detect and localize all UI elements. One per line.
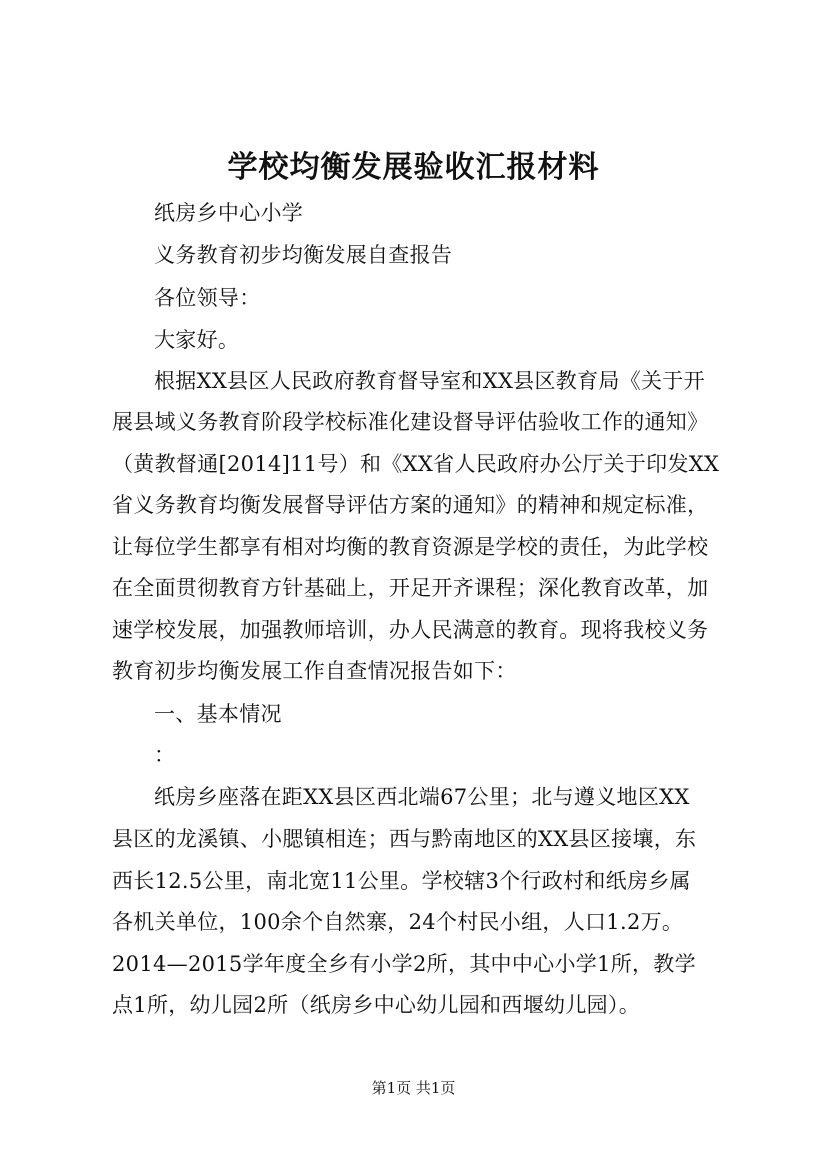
salutation-line: 各位领导：	[154, 286, 261, 310]
report-subtitle-line: 义务教育初步均衡发展自查报告	[154, 243, 453, 267]
greeting-line: 大家好。	[154, 328, 240, 352]
paragraph-line: 2014—2015学年度全乡有小学2所，其中中心小学1所，教学	[112, 952, 696, 976]
page-number-footer: 第1页 共1页	[371, 1079, 456, 1097]
paragraph-line: 让每位学生都享有相对均衡的教育资源是学校的责任，为此学校	[112, 535, 709, 559]
paragraph-line: 西长12.5公里，南北宽11公里。学校辖3个行政村和纸房乡属	[112, 869, 691, 893]
paragraph-line: 在全面贯彻教育方针基础上，开足开齐课程；深化教育改革，加	[112, 576, 709, 600]
paragraph-line: （黄教督通[2014]11号）和《XX省人民政府办公厅关于印发XX	[112, 452, 720, 476]
document-title: 学校均衡发展验收汇报材料	[227, 150, 600, 185]
paragraph-line: 根据XX县区人民政府教育督导室和XX县区教育局《关于开	[154, 369, 705, 393]
paragraph-line: 省义务教育均衡发展督导评估方案的通知》的精神和规定标准，	[112, 493, 709, 517]
paragraph-line: 县区的龙溪镇、小腮镇相连；西与黔南地区的XX县区接壤，东	[112, 827, 697, 851]
paragraph-line: 展县域义务教育阶段学校标准化建设督导评估验收工作的通知》	[112, 410, 709, 434]
paragraph-line: 点1所，幼儿园2所（纸房乡中心幼儿园和西堰幼儿园）。	[112, 993, 641, 1017]
paragraph-line: 各机关单位，100余个自然寨，24个村民小组，人口1.2万。	[112, 910, 684, 934]
paragraph-line: 速学校发展，加强教师培训，办人民满意的教育。现将我校义务	[112, 618, 709, 642]
paragraph-line: 纸房乡座落在距XX县区西北端67公里；北与遵义地区XX	[154, 785, 690, 809]
colon-line: ：	[154, 743, 176, 767]
paragraph-line: 教育初步均衡发展工作自查情况报告如下：	[112, 659, 517, 683]
school-name-line: 纸房乡中心小学	[154, 201, 304, 225]
section-heading: 一、基本情况	[154, 702, 282, 726]
